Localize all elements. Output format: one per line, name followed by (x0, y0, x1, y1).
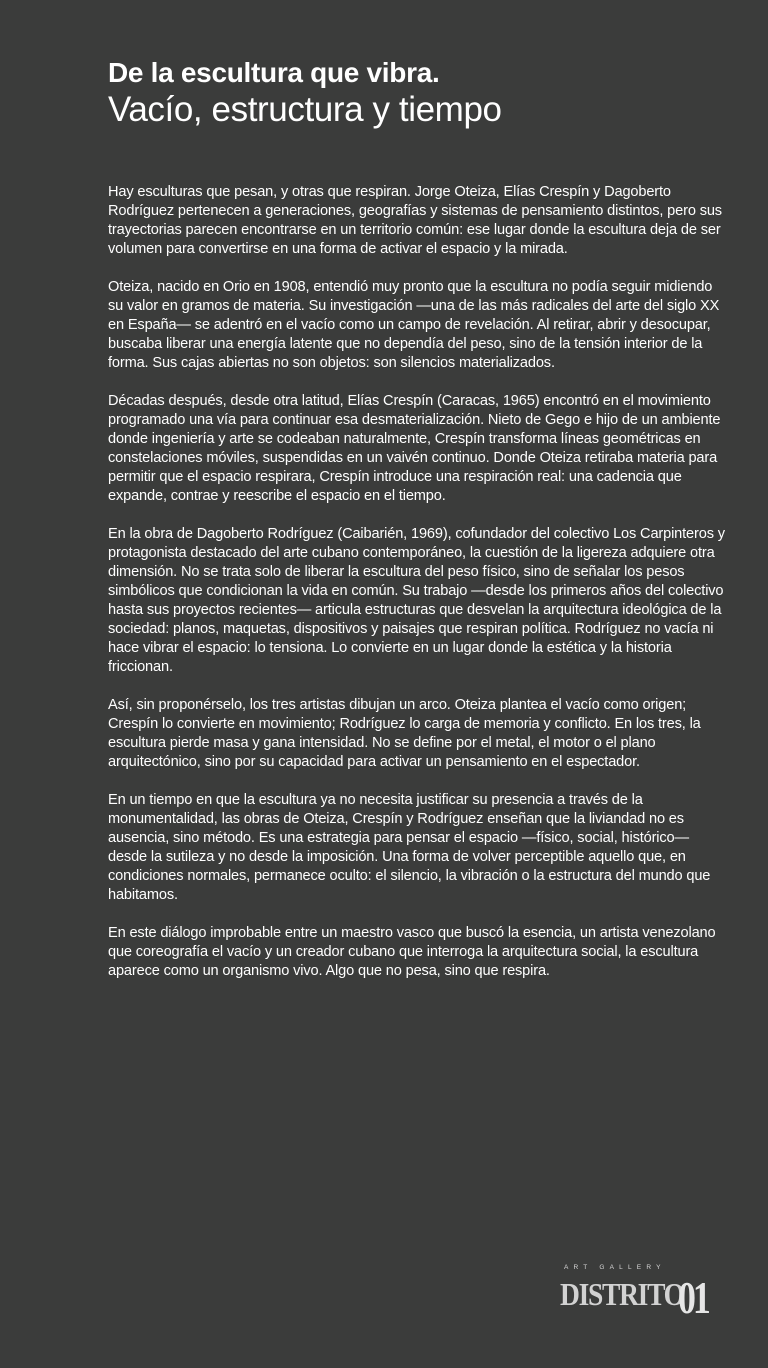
paragraph-7: En este diálogo improbable entre un maestro vasco que buscó la esencia, un artista venezolano que coreografía el vacío y un creador cubano que interroga la arquitectura social, la escultura aparece como un organismo vivo. Algo que no pesa, sino que respira. (108, 925, 716, 979)
logo-number: 01 (678, 1272, 708, 1323)
logo-tagline: ART GALLERY (564, 1264, 666, 1271)
gallery-logo (560, 1264, 730, 1328)
paragraph-4: En la obra de Dagoberto Rodríguez (Caibarién, 1969), cofundador del colectivo Los Carpinteros y protagonista destacado del arte cubano contemporáneo, la cuestión de la ligereza adquiere otra dimensión. No se trata solo de liberar la escultura del peso físico, sino de señalar los pesos simbólicos que condicionan la vida en común. Su trabajo —desde los primeros años del colectivo hasta sus proyectos recientes— articula estructuras que desvelan la arquitectura ideológica de la sociedad: planos, maquetas, dispositivos y paisajes que respiran política. Rodríguez no vacía ni hace vibrar el espacio: lo tensiona. Lo convierte en un lugar donde la estética y la historia friccionan. (108, 526, 725, 675)
page-subtitle: Vacío, estructura y tiempo (108, 90, 502, 129)
logo-word: DISTRITO (560, 1276, 684, 1312)
logo-mark (560, 1272, 730, 1328)
paragraph-6: En un tiempo en que la escultura ya no necesita justificar su presencia a través de la monumentalidad, las obras de Oteiza, Crespín y Rodríguez enseñan que la liviandad no es ausencia, sino método. Es una estrategia para pensar el espacio —físico, social, histórico— desde la sutileza y no desde la imposición. Una forma de volver perceptible aquello que, en condiciones normales, permanece oculto: el silencio, la vibración o la estructura del mundo que habitamos. (108, 792, 711, 903)
paragraph-5: Así, sin proponérselo, los tres artistas dibujan un arco. Oteiza plantea el vacío como origen; Crespín lo convierte en movimiento; Rodríguez lo carga de memoria y conflicto. En los tres, la escultura pierde masa y gana intensidad. No se define por el metal, el motor o el plano arquitectónico, sino por su capacidad para activar un pensamiento en el espectador. (108, 697, 701, 770)
title-block (108, 56, 728, 130)
paragraph-3: Décadas después, desde otra latitud, Elías Crespín (Caracas, 1965) encontró en el movimiento programado una vía para continuar esa desmaterialización. Nieto de Gego e hijo de un ambiente donde ingeniería y arte se codeaban naturalmente, Crespín transforma líneas geométricas en constelaciones móviles, suspendidas en un vaivén continuo. Donde Oteiza retiraba materia para permitir que el espacio respirara, Crespín introduce una respiración real: una cadencia que expande, contrae y reescribe el espacio en el tiempo. (108, 393, 721, 504)
article-body (108, 183, 728, 1000)
paragraph-1: Hay esculturas que pesan, y otras que respiran. Jorge Oteiza, Elías Crespín y Dagoberto Rodríguez pertenecen a generaciones, geografías y sistemas de pensamiento distintos, pero sus trayectorias parecen encontrarse en un territorio común: ese lugar donde la escultura deja de ser volumen para convertirse en una forma de activar el espacio y la mirada. (108, 184, 722, 257)
page-title: De la escultura que vibra. (108, 57, 440, 88)
paragraph-2: Oteiza, nacido en Orio en 1908, entendió muy pronto que la escultura no podía seguir midiendo su valor en gramos de materia. Su investigación —una de las más radicales del arte del siglo XX en España— se adentró en el vacío como un campo de revelación. Al retirar, abrir y desocupar, buscaba liberar una energía latente que no dependía del peso, sino de la tensión interior de la forma. Sus cajas abiertas no son objetos: son silencios materializados. (108, 279, 720, 371)
